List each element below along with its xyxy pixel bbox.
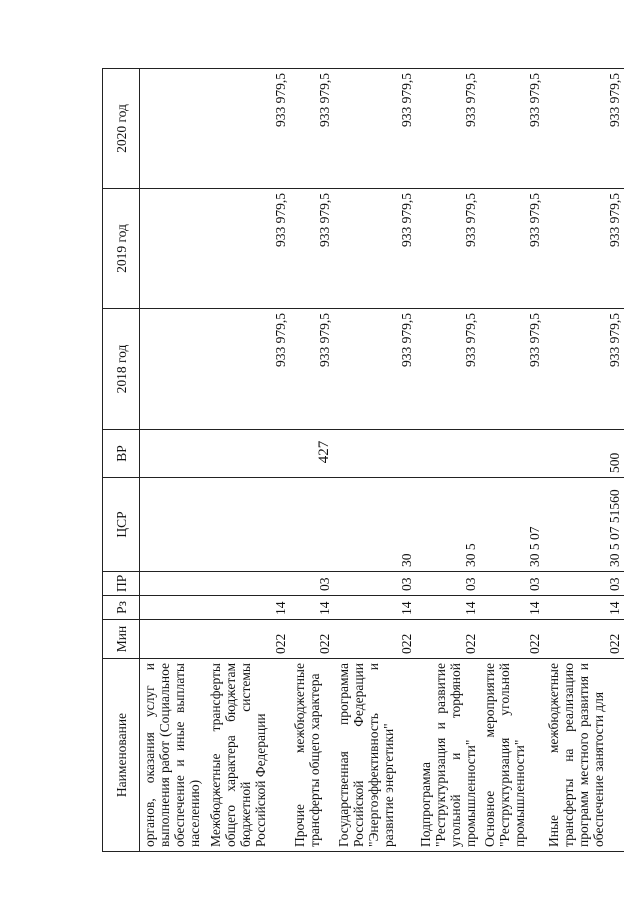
row-pr: 03 [416,572,480,596]
row-vr [334,430,416,478]
row-csr: 30 5 07 [480,478,544,572]
header-2020: 2020 год [103,69,140,189]
row-name: Основное мероприятие "Реструктуризация угольной промышленности" [480,659,544,852]
row-2019: 933 979,5 [290,189,334,309]
row-min: 022 [206,620,290,659]
table-row [544,69,624,852]
table-row [416,69,480,852]
row-csr [290,478,334,572]
table-row [140,69,206,852]
row-rz: 14 [480,596,544,620]
table-row [334,69,416,852]
table-row [206,69,290,852]
row-2019: 933 979,5 [416,189,480,309]
header-2018: 2018 год [103,309,140,430]
row-2018: 933 979,5 [290,309,334,430]
row-2020: 933 979,5 [544,69,624,189]
row-min: 022 [290,620,334,659]
budget-table [102,68,624,852]
row-vr [480,430,544,478]
row-vr [416,430,480,478]
row-2018: 933 979,5 [334,309,416,430]
row-pr: 03 [480,572,544,596]
row-min: 022 [544,620,624,659]
row-vr: 500 [544,430,624,478]
header-min: Мин [103,620,140,659]
row-2018: 933 979,5 [544,309,624,430]
header-pr: ПР [103,572,140,596]
header-name: Наименование [103,659,140,852]
row-min: 022 [480,620,544,659]
row-csr [140,478,206,572]
row-pr: 03 [290,572,334,596]
row-vr [206,430,290,478]
header-rz: Рз [103,596,140,620]
row-2019: 933 979,5 [206,189,290,309]
row-rz: 14 [206,596,290,620]
row-name: Прочие межбюджетные трансферты общего характера [290,659,334,852]
row-min: 022 [416,620,480,659]
table-row [290,69,334,852]
row-rz: 14 [290,596,334,620]
row-2020: 933 979,5 [334,69,416,189]
row-min: 022 [334,620,416,659]
row-vr [290,430,334,478]
row-name: Подпрограмма "Реструктуризация и развитие угольной и торфяной промышленности" [416,659,480,852]
row-name: Государственная программа Российской Федерации "Энергоэффективность и развитие энергетики" [334,659,416,852]
row-csr [206,478,290,572]
row-2020: 933 979,5 [290,69,334,189]
row-2018: 933 979,5 [480,309,544,430]
row-rz: 14 [416,596,480,620]
row-2019: 933 979,5 [480,189,544,309]
row-rz: 14 [334,596,416,620]
row-min [140,620,206,659]
row-2018: 933 979,5 [416,309,480,430]
row-rz: 14 [544,596,624,620]
row-2020 [140,69,206,189]
header-csr: ЦСР [103,478,140,572]
row-pr: 03 [334,572,416,596]
row-pr: 03 [544,572,624,596]
row-csr: 30 5 [416,478,480,572]
row-2019 [140,189,206,309]
row-pr [206,572,290,596]
row-2019: 933 979,5 [544,189,624,309]
row-2020: 933 979,5 [480,69,544,189]
row-2018 [140,309,206,430]
row-vr [140,430,206,478]
header-vr: ВР [103,430,140,478]
row-2020: 933 979,5 [416,69,480,189]
row-2020: 933 979,5 [206,69,290,189]
row-name: органов, оказания услуг и выполнения работ (Социальное обеспечение и иные выплаты населению) [140,659,206,852]
table-row [480,69,544,852]
row-name: Межбюджетные трансферты общего характера бюджетам бюджетной системы Российской Федерации [206,659,290,852]
header-2019: 2019 год [103,189,140,309]
row-pr [140,572,206,596]
row-2018: 933 979,5 [206,309,290,430]
row-csr: 30 [334,478,416,572]
rotated-page [102,69,622,852]
row-2019: 933 979,5 [334,189,416,309]
row-csr: 30 5 07 51560 [544,478,624,572]
page-number: 427 [316,440,332,464]
row-rz [140,596,206,620]
table-header-row [103,69,140,852]
row-name: Иные межбюджетные трансферты на реализацию программ местного развития и обеспечение занятости для [544,659,624,852]
